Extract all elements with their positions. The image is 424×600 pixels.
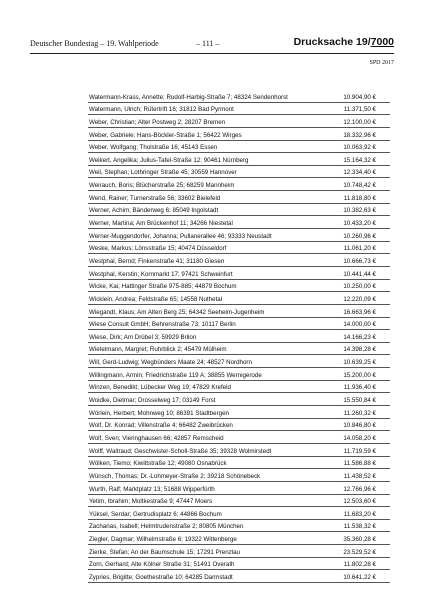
table-row <box>88 90 390 103</box>
donation-amount: 10.433,20 € <box>343 220 376 228</box>
donation-table <box>88 90 390 583</box>
donation-amount: 10.666,73 € <box>343 257 376 265</box>
donation-amount: 10.639,25 € <box>343 359 376 367</box>
donor-name: Weirauch, Boris; Blücherstraße 25; 68259 Mannheim <box>89 182 235 190</box>
table-row <box>88 444 390 457</box>
donation-amount: 11.538,32 € <box>343 523 376 531</box>
donation-amount: 11.802,28 € <box>343 561 376 569</box>
document-number-prefix: Drucksache 19/ <box>293 36 371 48</box>
donation-amount: 12.766,96 € <box>343 485 376 493</box>
donation-amount: 10.063,92 € <box>343 144 376 152</box>
donor-name: Weber, Gabriele; Hans-Böckler-Straße 1; 56422 Wirges <box>89 131 242 139</box>
table-row <box>88 520 390 533</box>
donation-amount: 23.529,52 € <box>343 548 376 556</box>
donation-amount: 15.200,00 € <box>343 371 376 379</box>
table-row <box>88 318 390 331</box>
donor-name: Weikert, Angelika; Julius-Tafel-Straße 12; 90461 Nürnberg <box>89 156 249 164</box>
donation-amount: 10.748,42 € <box>343 182 376 190</box>
table-row <box>88 330 390 343</box>
donation-amount: 12.100,00 € <box>343 118 376 126</box>
table-row <box>88 115 390 128</box>
donation-amount: 14.058,20 € <box>343 434 376 442</box>
donation-amount: 12.334,40 € <box>343 169 376 177</box>
table-row <box>88 229 390 242</box>
donor-name: Will, Gerd-Ludwig; Wegbünders Maate 24; 48527 Nordhorn <box>89 359 252 367</box>
donation-amount: 11.438,52 € <box>343 472 376 480</box>
donation-amount: 10.846,80 € <box>343 422 376 430</box>
donor-name: Wölken, Tiemo; Kiwittstraße 12; 49080 Osnabrück <box>89 460 227 468</box>
table-row <box>88 355 390 368</box>
donation-amount: 10.904,90 € <box>343 93 376 101</box>
table-row <box>88 545 390 558</box>
donor-name: Wietelmann, Margret; Ruhrblick 2; 45479 Mülheim <box>89 346 227 354</box>
table-row <box>88 242 390 255</box>
table-row <box>88 204 390 217</box>
donation-amount: 12.503,60 € <box>343 498 376 506</box>
table-row <box>88 469 390 482</box>
donor-name: Ziegler, Dagmar; Wilhelmstraße 6; 19322 Wittenberge <box>89 536 237 544</box>
page-number: – 111 – <box>196 39 220 48</box>
donor-name: Weber, Wolfgang; Tholstraße 16; 45143 Essen <box>89 144 218 152</box>
donation-amount: 14.000,00 € <box>343 321 376 329</box>
donor-name: Wünsch, Thomas; Dr.-Lohmeyer-Straße 2; 39218 Schönebeck <box>89 472 261 480</box>
table-row <box>88 305 390 318</box>
table-row <box>88 292 390 305</box>
donor-name: Yetim, Ibrahim; Moltkestraße 9; 47447 Moers <box>89 498 213 506</box>
donation-amount: 18.332,96 € <box>343 131 376 139</box>
donation-amount: 10.382,63 € <box>343 207 376 215</box>
donor-name: Yüksel, Serdar; Gertrudisplatz 6; 44866 Bochum <box>89 510 222 518</box>
table-row <box>88 507 390 520</box>
table-row <box>88 153 390 166</box>
party-label: SPD 2017 <box>369 60 394 66</box>
donor-name: Werner, Achim; Bänderweg 6; 85049 Ingolstadt <box>89 207 219 215</box>
page-header <box>30 36 394 52</box>
donation-amount: 11.260,32 € <box>343 409 376 417</box>
donation-amount: 16.663,96 € <box>343 308 376 316</box>
table-row <box>88 141 390 154</box>
donation-amount: 10.260,96 € <box>343 232 376 240</box>
header-rule <box>30 53 394 54</box>
donation-amount: 14.166,23 € <box>343 333 376 341</box>
donor-name: Wiese Consult GmbH; Behrenstraße 73; 10117 Berlin <box>89 321 236 329</box>
table-row <box>88 393 390 406</box>
table-row <box>88 532 390 545</box>
donor-name: Wörlein, Herbert; Mohnweg 10; 86391 Stadtbergen <box>89 409 229 417</box>
donor-name: Weil, Stephan; Lothringer Straße 45; 30559 Hannover <box>89 169 237 177</box>
donor-name: Zypries, Brigitte; Goethestraße 10; 64285 Darmstadt <box>89 573 233 581</box>
donor-name: Wurth, Ralf; Marktplatz 13; 51688 Wipperfürth <box>89 485 215 493</box>
table-row <box>88 368 390 381</box>
donor-name: Westphal, Kerstin; Kornmarkt 17; 97421 Schweinfurt <box>89 270 233 278</box>
donor-name: Woidke, Dietmar; Drosselweg 17; 03149 Forst <box>89 397 216 405</box>
table-row <box>88 216 390 229</box>
document-number <box>294 36 394 48</box>
donor-name: Westphal, Bernd; Finkenstraße 41; 31180 Giesen <box>89 257 225 265</box>
donation-amount: 11.719,59 € <box>343 447 376 455</box>
table-row <box>88 419 390 432</box>
donor-name: Werner-Muggendorfer, Johanna; Pullanerallee 46; 93333 Neustadt <box>89 232 272 240</box>
table-row <box>88 406 390 419</box>
table-row <box>88 103 390 116</box>
donation-amount: 15.164,32 € <box>343 156 376 164</box>
donor-name: Willingmann, Armin; Friedrichstraße 119 A; 38855 Wernigerode <box>89 371 262 379</box>
donation-amount: 11.586,88 € <box>343 460 376 468</box>
donation-amount: 10.441,44 € <box>343 270 376 278</box>
donor-name: Wolf, Dr. Konrad; Villenstraße 4; 66482 Zweibrücken <box>89 422 233 430</box>
table-row <box>88 558 390 571</box>
donation-amount: 35.360,28 € <box>343 536 376 544</box>
table-row <box>88 128 390 141</box>
donation-amount: 11.683,20 € <box>343 510 376 518</box>
donor-name: Wolff, Waltraud; Geschwister-Scholl-Straße 35; 39328 Wolmirstedt <box>89 447 272 455</box>
donation-amount: 12.220,09 € <box>343 295 376 303</box>
table-row <box>88 254 390 267</box>
donor-name: Zorn, Gerhard; Alte Kölner Straße 31; 51491 Overath <box>89 561 235 569</box>
donation-amount: 15.550,84 € <box>343 397 376 405</box>
table-row <box>88 431 390 444</box>
donor-name: Wend, Rainer; Turnerstraße 56; 33602 Bielefeld <box>89 194 221 202</box>
table-row <box>88 457 390 470</box>
donor-name: Wicklein, Andrea; Feldstraße 65; 14558 Nuthetal <box>89 295 223 303</box>
donation-amount: 11.371,50 € <box>343 106 376 114</box>
donor-name: Wolf, Sven; Vieringhausen 66; 42857 Remscheid <box>89 434 224 442</box>
table-row <box>88 343 390 356</box>
donor-name: Weber, Christian; Alter Postweg 2; 28207 Bremen <box>89 118 226 126</box>
donation-amount: 11.061,20 € <box>343 245 376 253</box>
donation-amount: 14.398,28 € <box>343 346 376 354</box>
donor-name: Wiese, Dirk; Am Drübel 3; 59929 Brilon <box>89 333 197 341</box>
table-row <box>88 166 390 179</box>
publication-title: Deutscher Bundestag – 19. Wahlperiode <box>30 39 159 48</box>
donation-amount: 10.641,22 € <box>343 573 376 581</box>
donation-amount: 11.818,80 € <box>343 194 376 202</box>
table-row <box>88 570 390 583</box>
table-row <box>88 381 390 394</box>
donor-name: Watermann, Ulrich; Rütertrift 16; 31812 Bad Pyrmont <box>89 106 234 114</box>
table-row <box>88 495 390 508</box>
donor-name: Wicke, Kai; Hattinger Straße 975-885; 44879 Bochum <box>89 283 237 291</box>
table-row <box>88 267 390 280</box>
donor-name: Zierke, Stefan; An der Baumschule 15; 17291 Prenzlau <box>89 548 240 556</box>
table-row <box>88 482 390 495</box>
document-number-value: 7000 <box>370 36 394 48</box>
donor-name: Weske, Markus; Lönsstraße 15; 40474 Düsseldorf <box>89 245 227 253</box>
donor-name: Watermann-Krass, Annette; Rudolf-Harbig-Straße 7; 48324 Sendenhorst <box>89 93 288 101</box>
table-row <box>88 178 390 191</box>
donor-name: Zacharias, Isabell; Helmtrudenstraße 2; 80805 München <box>89 523 244 531</box>
table-row <box>88 191 390 204</box>
donor-name: Werner, Martina; Am Brückenhof 11; 34266 Niestetal <box>89 220 233 228</box>
donation-amount: 11.936,40 € <box>343 384 376 392</box>
table-row <box>88 280 390 293</box>
donation-amount: 10.250,00 € <box>343 283 376 291</box>
donor-name: Wiegandt, Klaus; Am Alten Berg 25; 64342 Seeheim-Jugenheim <box>89 308 265 316</box>
donor-name: Winzen, Benedikt; Lübecker Weg 19; 47829 Krefeld <box>89 384 231 392</box>
